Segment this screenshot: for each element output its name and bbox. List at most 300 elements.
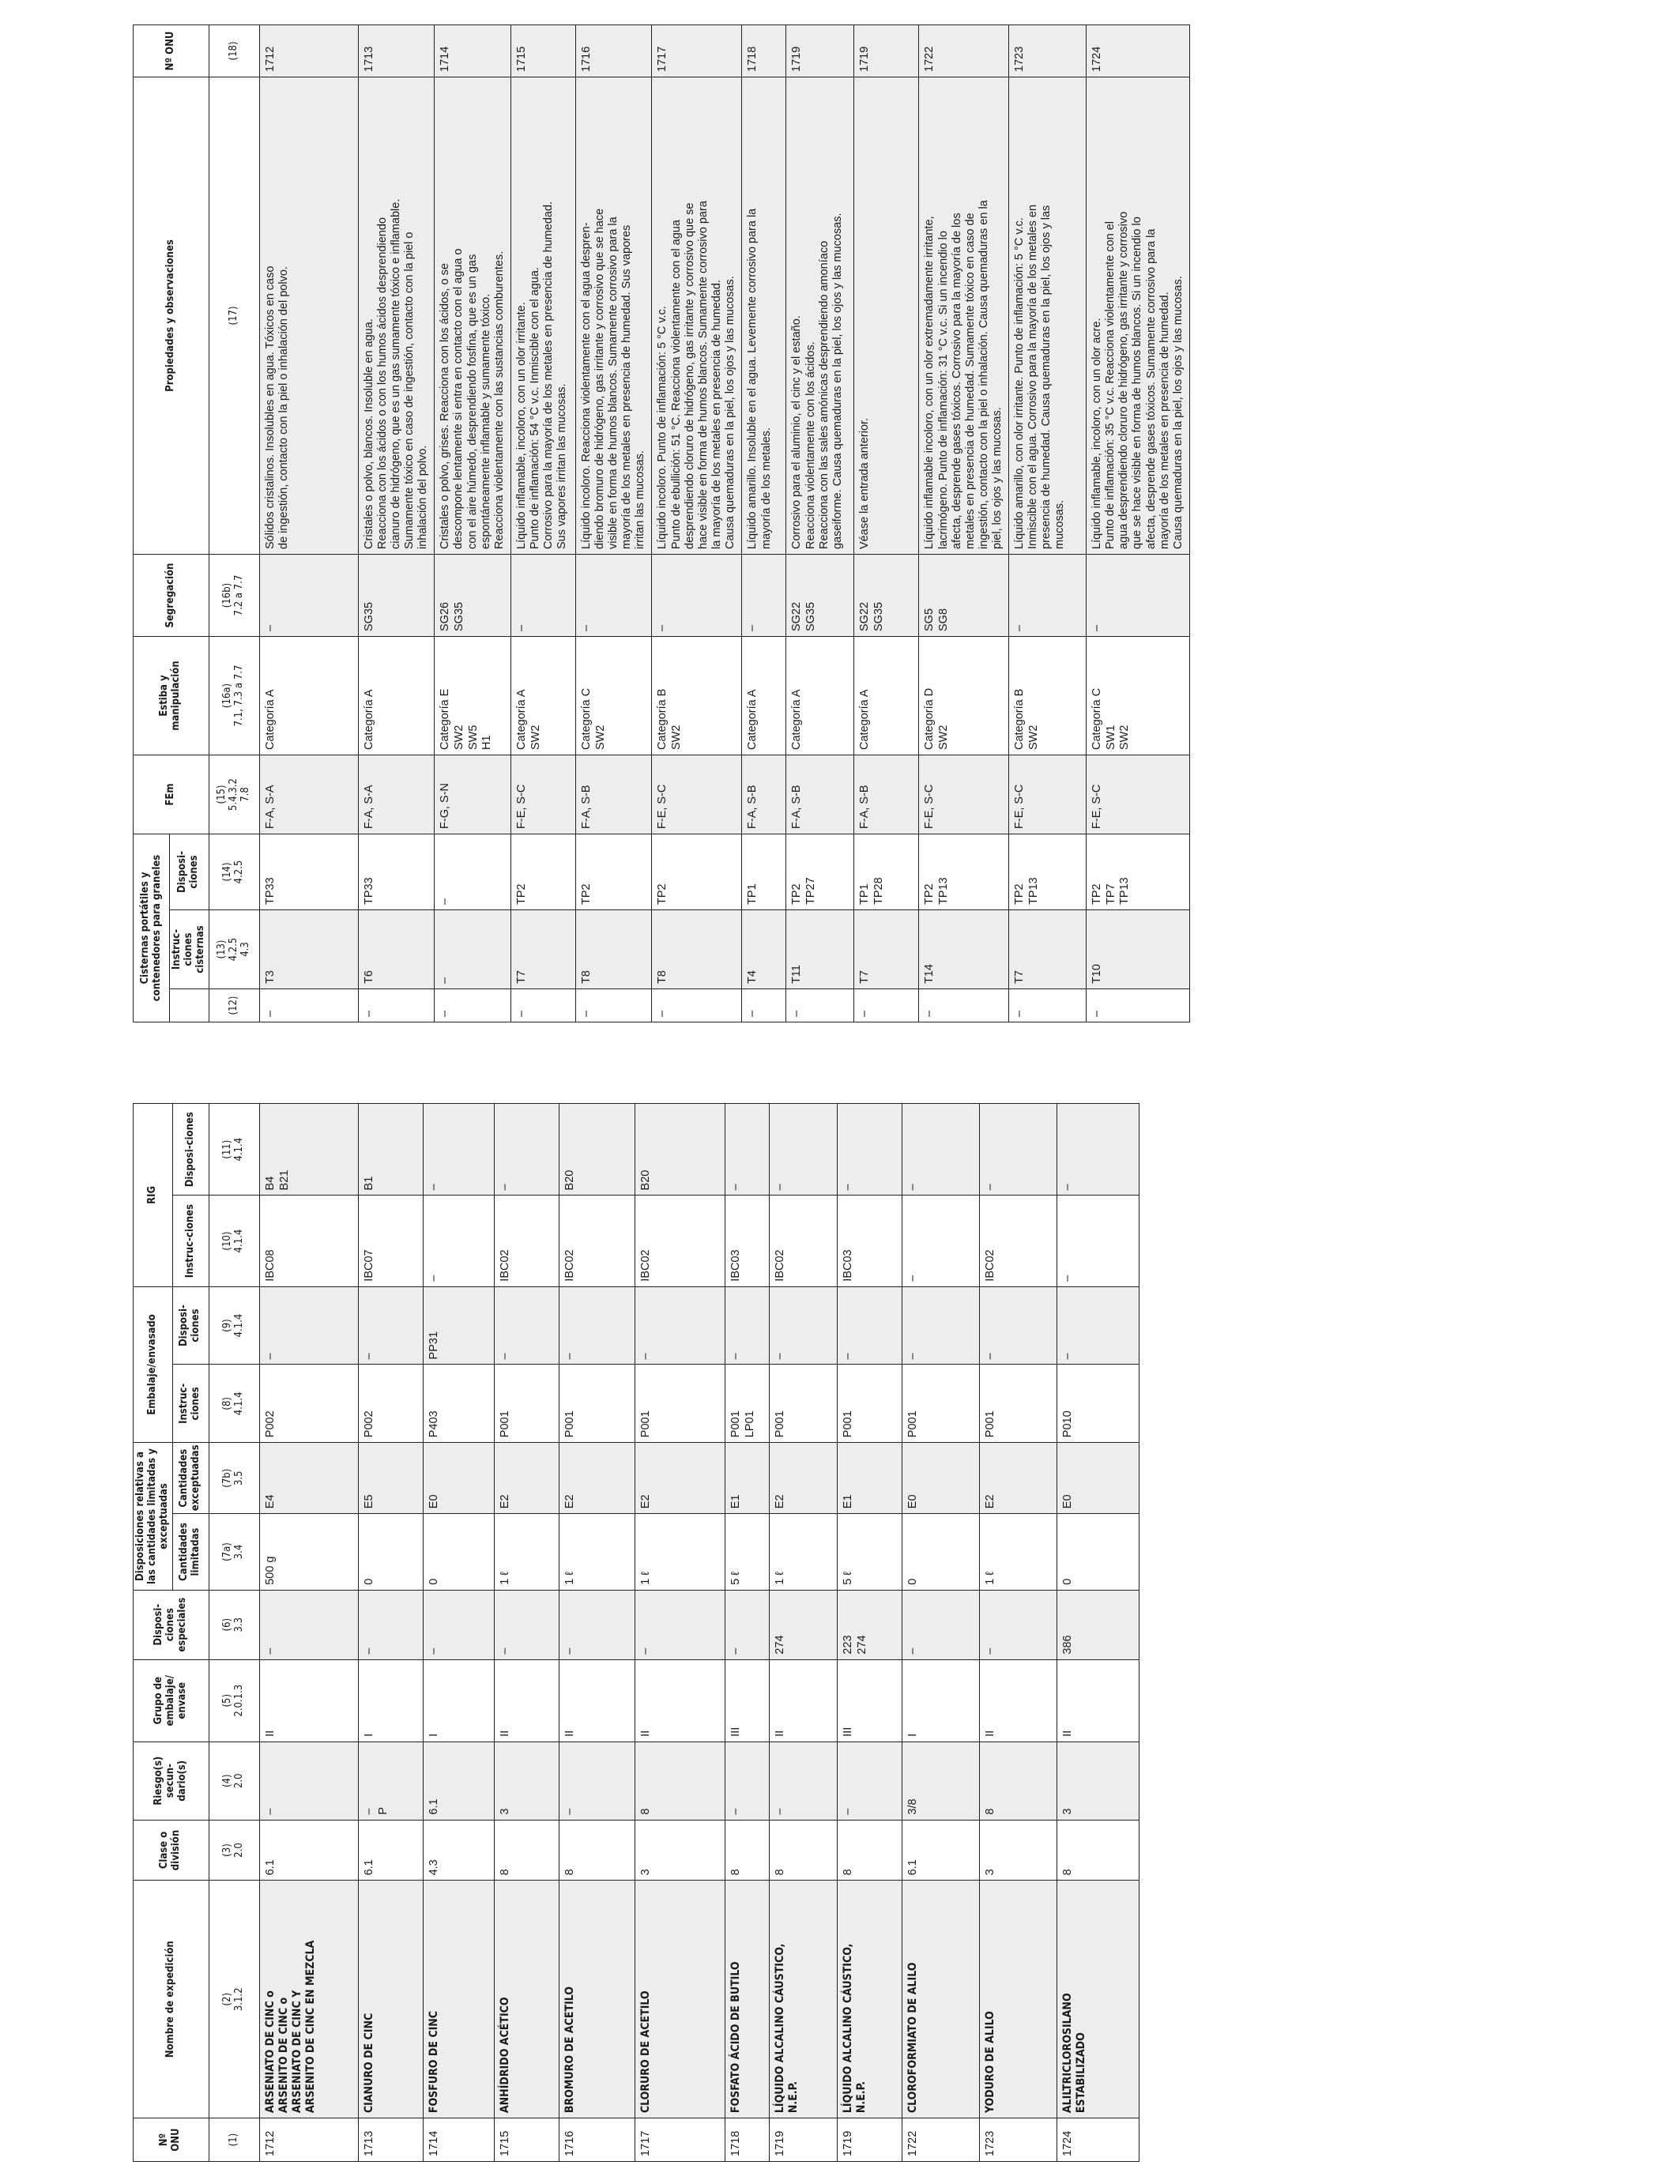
packing-instruction-cell: P002 bbox=[358, 1365, 423, 1443]
hdr-ibc-prov: Disposi-ciones bbox=[172, 1104, 209, 1196]
excepted-quantity-cell: E2 bbox=[635, 1443, 725, 1514]
un-number-cell-right: 1719 bbox=[854, 24, 919, 77]
ems-cell: F-E, S-C bbox=[510, 755, 575, 834]
tank-provision-cell: TP33 bbox=[358, 834, 435, 909]
hdr-ibc: RIG bbox=[134, 1104, 173, 1287]
subsidiary-risk-cell: – P bbox=[358, 1742, 423, 1820]
tank-instruction-cell: T8 bbox=[575, 910, 652, 989]
table-row bbox=[742, 24, 786, 1022]
right-dangerous-goods-table bbox=[133, 24, 1190, 1022]
stowage-cell: Categoría A bbox=[786, 636, 854, 755]
packing-group-cell: I bbox=[423, 1659, 494, 1742]
un-number-cell-right: 1722 bbox=[919, 24, 1009, 77]
limited-quantity-cell: 1 ℓ bbox=[979, 1514, 1057, 1591]
ems-cell: F-G, S-N bbox=[435, 755, 511, 834]
limited-quantity-cell: 1 ℓ bbox=[635, 1514, 725, 1591]
packing-provision-cell: – bbox=[725, 1286, 769, 1365]
excepted-quantity-cell: E2 bbox=[559, 1443, 635, 1514]
tank-instruction-cell: T7 bbox=[854, 910, 919, 989]
table-row bbox=[575, 24, 652, 1022]
ems-cell: F-A, S-B bbox=[575, 755, 652, 834]
tank-provision-cell: TP2 TP13 bbox=[1009, 834, 1087, 909]
column-number-3: (4) 2.0 bbox=[209, 1742, 259, 1820]
subsidiary-risk-cell: 3 bbox=[1057, 1742, 1139, 1820]
un-number-cell-right: 1724 bbox=[1087, 24, 1190, 77]
column-12-cell: – bbox=[259, 989, 358, 1022]
ibc-instruction-cell: IBC02 bbox=[769, 1196, 837, 1286]
table-row bbox=[979, 1104, 1057, 2162]
properties-cell: Cristales o polvo, grises. Reacciona con los ácidos, o se descompone lentamente si entra en contacto con el agua o con el aire húmedo, desprendiendo fosfina, que es un gas espontáneamente inflamable y sumamente tóxico. Reacciona violentamente con las sustancias comburentes. bbox=[435, 77, 511, 554]
ibc-provision-cell: – bbox=[725, 1104, 769, 1196]
hdr-ibc-instr: Instruc-ciones bbox=[172, 1196, 209, 1286]
table-row bbox=[559, 1104, 635, 2162]
hdr-stowage: Estiba y manipulación bbox=[134, 636, 209, 755]
hdr-ems: FEm bbox=[134, 755, 209, 834]
ibc-instruction-cell: – bbox=[423, 1196, 494, 1286]
special-provisions-cell: – bbox=[494, 1590, 559, 1659]
column-number-7: (18) bbox=[209, 24, 259, 77]
subsidiary-risk-cell: – bbox=[725, 1742, 769, 1820]
hdr-class: Clase o división bbox=[134, 1820, 209, 1881]
proper-shipping-name: ARSENIATO DE CINC o ARSENITO DE CINC o ARSENIATO DE CINC Y ARSENITO DE CINC EN MEZCLA bbox=[259, 1881, 358, 2118]
column-number-9: (9) 4.1.4 bbox=[209, 1286, 259, 1365]
column-12-cell: – bbox=[435, 989, 511, 1022]
packing-instruction-cell: P001 bbox=[979, 1365, 1057, 1443]
excepted-quantity-cell: E0 bbox=[1057, 1443, 1139, 1514]
class-cell: 8 bbox=[1057, 1820, 1139, 1881]
ibc-provision-cell: – bbox=[423, 1104, 494, 1196]
hdr-name: Nombre de expedición bbox=[134, 1881, 209, 2118]
tank-instruction-cell: – bbox=[435, 910, 511, 989]
hdr-packaging: Embalaje/envasado bbox=[134, 1286, 173, 1443]
ibc-instruction-cell: IBC08 bbox=[259, 1196, 358, 1286]
excepted-quantity-cell: E0 bbox=[902, 1443, 979, 1514]
hdr-limited: Cantidades limitadas bbox=[172, 1514, 209, 1591]
ibc-instruction-cell: IBC02 bbox=[635, 1196, 725, 1286]
special-provisions-cell: 274 bbox=[769, 1590, 837, 1659]
column-12-cell: – bbox=[358, 989, 435, 1022]
segregation-cell: – bbox=[1087, 554, 1190, 636]
class-cell: 4.3 bbox=[423, 1820, 494, 1881]
proper-shipping-name: ALILTRICLOROSILANO ESTABILIZADO bbox=[1057, 1881, 1139, 2118]
special-provisions-cell: 386 bbox=[1057, 1590, 1139, 1659]
un-number-cell: 1722 bbox=[902, 2118, 979, 2162]
column-number-5: (6) 3.3 bbox=[209, 1590, 259, 1659]
tank-provision-cell: TP2 TP7 TP13 bbox=[1087, 834, 1190, 909]
column-number-8: (8) 4.1.4 bbox=[209, 1365, 259, 1443]
proper-shipping-name: BROMURO DE ACETILO bbox=[559, 1881, 635, 2118]
stowage-cell: Categoría B SW2 bbox=[1009, 636, 1087, 755]
column-12-cell: – bbox=[575, 989, 652, 1022]
excepted-quantity-cell: E2 bbox=[494, 1443, 559, 1514]
special-provisions-cell: – bbox=[423, 1590, 494, 1659]
properties-cell: Véase la entrada anterior. bbox=[854, 77, 919, 554]
stowage-cell: Categoría A bbox=[259, 636, 358, 755]
class-cell: 6.1 bbox=[902, 1820, 979, 1881]
tank-provision-cell: TP2 bbox=[575, 834, 652, 909]
column-number-0: (1) bbox=[209, 2118, 259, 2162]
subsidiary-risk-cell: – bbox=[837, 1742, 902, 1820]
packing-provision-cell: – bbox=[358, 1286, 423, 1365]
table-row bbox=[837, 1104, 902, 2162]
column-number-2: (3) 2.0 bbox=[209, 1820, 259, 1881]
column-number-7: (7b) 3.5 bbox=[209, 1443, 259, 1514]
packing-provision-cell: – bbox=[769, 1286, 837, 1365]
un-number-cell: 1713 bbox=[358, 2118, 423, 2162]
packing-instruction-cell: P010 bbox=[1057, 1365, 1139, 1443]
tank-instruction-cell: T8 bbox=[652, 910, 742, 989]
packing-instruction-cell: P001 bbox=[902, 1365, 979, 1443]
properties-cell: Corrosivo para el aluminio, el cinc y el estaño. Reacciona violentamente con los ácidos. Reacciona con las sales amónicas desprendiendo amoníaco gaseiforme. Causa quemaduras en la piel, los ojos y las mucosas. bbox=[786, 77, 854, 554]
hdr-excepted: Cantidades exceptuadas bbox=[172, 1443, 209, 1514]
excepted-quantity-cell: E4 bbox=[259, 1443, 358, 1514]
class-cell: 3 bbox=[979, 1820, 1057, 1881]
class-cell: 8 bbox=[725, 1820, 769, 1881]
un-number-cell-right: 1718 bbox=[742, 24, 786, 77]
table-row bbox=[1087, 24, 1190, 1022]
ibc-provision-cell: B20 bbox=[635, 1104, 725, 1196]
stowage-cell: Categoría A bbox=[358, 636, 435, 755]
table-row bbox=[902, 1104, 979, 2162]
ems-cell: F-E, S-C bbox=[652, 755, 742, 834]
segregation-cell: SG35 bbox=[358, 554, 435, 636]
segregation-cell: SG5 SG8 bbox=[919, 554, 1009, 636]
column-number-4: (5) 2.0.1.3 bbox=[209, 1659, 259, 1742]
ems-cell: F-A, S-B bbox=[786, 755, 854, 834]
stowage-cell: Categoría C SW2 bbox=[575, 636, 652, 755]
tank-instruction-cell: T14 bbox=[919, 910, 1009, 989]
left-table bbox=[133, 1103, 1139, 2162]
un-number-cell: 1719 bbox=[769, 2118, 837, 2162]
tank-provision-cell: TP1 bbox=[742, 834, 786, 909]
ibc-provision-cell: – bbox=[902, 1104, 979, 1196]
un-number-cell-right: 1717 bbox=[652, 24, 742, 77]
tank-provision-cell: TP2 bbox=[510, 834, 575, 909]
segregation-cell: – bbox=[510, 554, 575, 636]
packing-provision-cell: – bbox=[979, 1286, 1057, 1365]
proper-shipping-name: CIANURO DE CINC bbox=[358, 1881, 423, 2118]
column-number-0: (12) bbox=[209, 989, 259, 1022]
table-row bbox=[259, 1104, 358, 2162]
un-number-cell-right: 1719 bbox=[786, 24, 854, 77]
hdr-tank-prov: Disposi-ciones bbox=[170, 834, 209, 909]
table-row bbox=[919, 24, 1009, 1022]
table-row bbox=[652, 24, 742, 1022]
segregation-cell: SG22 SG35 bbox=[786, 554, 854, 636]
ibc-provision-cell: B20 bbox=[559, 1104, 635, 1196]
ibc-provision-cell: – bbox=[769, 1104, 837, 1196]
stowage-cell: Categoría C SW1 SW2 bbox=[1087, 636, 1190, 755]
packing-provision-cell: – bbox=[1057, 1286, 1139, 1365]
limited-quantity-cell: 0 bbox=[1057, 1514, 1139, 1591]
column-number-6: (17) bbox=[209, 77, 259, 554]
table-row bbox=[854, 24, 919, 1022]
table-row bbox=[1057, 1104, 1139, 2162]
excepted-quantity-cell: E2 bbox=[979, 1443, 1057, 1514]
properties-cell: Líquido inflamable, incoloro, con un olor acre. Punto de inflamación: 35 °C v.c. Reacciona violentamente con el agua desprendiendo cloruro de hidrógeno, gas irritante y corrosivo que se hace visible en forma de humos blancos. Si un incendio lo afecta, desprende gases tóxicos. Sumamente corrosivo para la mayoría de los metales en presencia de humedad. Causa quemaduras en la piel, los ojos y las mucosas. bbox=[1087, 77, 1190, 554]
ems-cell: F-A, S-B bbox=[854, 755, 919, 834]
packing-group-cell: I bbox=[902, 1659, 979, 1742]
special-provisions-cell: – bbox=[902, 1590, 979, 1659]
excepted-quantity-cell: E1 bbox=[837, 1443, 902, 1514]
special-provisions-cell: – bbox=[979, 1590, 1057, 1659]
column-12-cell: – bbox=[854, 989, 919, 1022]
subsidiary-risk-cell: 3/8 bbox=[902, 1742, 979, 1820]
properties-cell: Sólidos cristalinos. Insolubles en agua. Tóxicos en caso de ingestión, contacto con la piel o inhalación del polvo. bbox=[259, 77, 358, 554]
hdr-un-no: Nº ONU bbox=[134, 2118, 209, 2162]
ibc-instruction-cell: – bbox=[1057, 1196, 1139, 1286]
properties-cell: Líquido inflamable incoloro, con un olor extremadamente irritante, lacrimógeno. Punto de inflamación: 31 °C v.c. Si un incendio lo afecta, desprende gases tóxicos. Corrosivo para la mayoría de los metales en presencia de humedad. Sumamente tóxico en caso de ingestión, contacto con la piel o inhalación. Causa quemaduras en la piel, los ojos y las mucosas. bbox=[919, 77, 1009, 554]
ibc-provision-cell: B4 B21 bbox=[259, 1104, 358, 1196]
segregation-cell: SG22 SG35 bbox=[854, 554, 919, 636]
packing-provision-cell: – bbox=[494, 1286, 559, 1365]
tank-instruction-cell: T6 bbox=[358, 910, 435, 989]
packing-instruction-cell: P403 bbox=[423, 1365, 494, 1443]
table-row bbox=[635, 1104, 725, 2162]
stowage-cell: Categoría A bbox=[854, 636, 919, 755]
limited-quantity-cell: 0 bbox=[902, 1514, 979, 1591]
packing-group-cell: II bbox=[769, 1659, 837, 1742]
special-provisions-cell: – bbox=[635, 1590, 725, 1659]
table-row bbox=[358, 1104, 423, 2162]
packing-provision-cell: – bbox=[259, 1286, 358, 1365]
left-dangerous-goods-table bbox=[133, 1103, 1139, 2162]
hdr-subsidiary: Riesgo(s) secun-dario(s) bbox=[134, 1742, 209, 1820]
packing-group-cell: III bbox=[725, 1659, 769, 1742]
column-12-cell: – bbox=[742, 989, 786, 1022]
ibc-instruction-cell: IBC03 bbox=[837, 1196, 902, 1286]
proper-shipping-name: CLORURO DE ACETILO bbox=[635, 1881, 725, 2118]
table-row bbox=[358, 24, 435, 1022]
packing-group-cell: II bbox=[259, 1659, 358, 1742]
column-12-cell: – bbox=[510, 989, 575, 1022]
stowage-cell: Categoría B SW2 bbox=[652, 636, 742, 755]
class-cell: 8 bbox=[837, 1820, 902, 1881]
hdr-tank-instr: Instruc-ciones cisternas bbox=[170, 910, 209, 989]
packing-instruction-cell: P001 bbox=[559, 1365, 635, 1443]
limited-quantity-cell: 1 ℓ bbox=[769, 1514, 837, 1591]
ems-cell: F-A, S-A bbox=[358, 755, 435, 834]
table-row bbox=[423, 1104, 494, 2162]
segregation-cell: – bbox=[259, 554, 358, 636]
packing-provision-cell: PP31 bbox=[423, 1286, 494, 1365]
class-cell: 8 bbox=[769, 1820, 837, 1881]
table-row bbox=[725, 1104, 769, 2162]
column-12-cell: – bbox=[1009, 989, 1087, 1022]
packing-provision-cell: – bbox=[559, 1286, 635, 1365]
packing-instruction-cell: P002 bbox=[259, 1365, 358, 1443]
ibc-instruction-cell: IBC02 bbox=[559, 1196, 635, 1286]
ibc-instruction-cell: IBC07 bbox=[358, 1196, 423, 1286]
subsidiary-risk-cell: 3 bbox=[494, 1742, 559, 1820]
ems-cell: F-A, S-B bbox=[742, 755, 786, 834]
class-cell: 8 bbox=[559, 1820, 635, 1881]
ibc-provision-cell: – bbox=[494, 1104, 559, 1196]
ibc-instruction-cell: IBC02 bbox=[494, 1196, 559, 1286]
subsidiary-risk-cell: – bbox=[769, 1742, 837, 1820]
packing-provision-cell: – bbox=[635, 1286, 725, 1365]
class-cell: 6.1 bbox=[259, 1820, 358, 1881]
ibc-instruction-cell: – bbox=[902, 1196, 979, 1286]
un-number-cell-right: 1723 bbox=[1009, 24, 1087, 77]
un-number-cell-right: 1715 bbox=[510, 24, 575, 77]
packing-instruction-cell: P001 bbox=[635, 1365, 725, 1443]
column-number-1: (13) 4.2.5 4.3 bbox=[209, 910, 259, 989]
un-number-cell-right: 1714 bbox=[435, 24, 511, 77]
proper-shipping-name: FOSFATO ÁCIDO DE BUTILO bbox=[725, 1881, 769, 2118]
excepted-quantity-cell: E1 bbox=[725, 1443, 769, 1514]
table-row bbox=[435, 24, 511, 1022]
subsidiary-risk-cell: 6.1 bbox=[423, 1742, 494, 1820]
tank-provision-cell: TP33 bbox=[259, 834, 358, 909]
properties-cell: Líquido inflamable, incoloro, con un olor irritante. Punto de inflamación: 54 °C v.c. Inmiscible con el agua. Corrosivo para la mayoría de los metales en presencia de humedad. Sus vapores irritan las mucosas. bbox=[510, 77, 575, 554]
segregation-cell: – bbox=[1009, 554, 1087, 636]
column-number-3: (15) 5.4.3.2 7.8 bbox=[209, 755, 259, 834]
un-number-cell: 1724 bbox=[1057, 2118, 1139, 2162]
proper-shipping-name: YODURO DE ALILO bbox=[979, 1881, 1057, 2118]
stowage-cell: Categoría A bbox=[742, 636, 786, 755]
proper-shipping-name: LÍQUIDO ALCALINO CÁUSTICO, N.E.P. bbox=[769, 1881, 837, 2118]
packing-instruction-cell: P001 bbox=[769, 1365, 837, 1443]
column-number-6: (7a) 3.4 bbox=[209, 1514, 259, 1591]
limited-quantity-cell: 1 ℓ bbox=[559, 1514, 635, 1591]
subsidiary-risk-cell: 8 bbox=[979, 1742, 1057, 1820]
un-number-cell-right: 1713 bbox=[358, 24, 435, 77]
table-row bbox=[510, 24, 575, 1022]
tank-provision-cell: TP2 TP27 bbox=[786, 834, 854, 909]
proper-shipping-name: LÍQUIDO ALCALINO CÁUSTICO, N.E.P. bbox=[837, 1881, 902, 2118]
un-number-cell: 1716 bbox=[559, 2118, 635, 2162]
right-table bbox=[133, 24, 1190, 1022]
packing-group-cell: II bbox=[1057, 1659, 1139, 1742]
packing-instruction-cell: P001 bbox=[494, 1365, 559, 1443]
column-12-cell: – bbox=[786, 989, 854, 1022]
limited-quantity-cell: 500 g bbox=[259, 1514, 358, 1591]
hdr-un-no-right: Nº ONU bbox=[134, 24, 209, 77]
tank-provision-cell: TP1 TP28 bbox=[854, 834, 919, 909]
limited-quantity-cell: 5 ℓ bbox=[725, 1514, 769, 1591]
packing-instruction-cell: P001 LP01 bbox=[725, 1365, 769, 1443]
properties-cell: Cristales o polvo, blancos. Insoluble en agua. Reacciona con los ácidos o con los humos ácidos desprendiendo cianuro de hidrógeno, que es un gas sumamente tóxico e inflamable. Sumamente tóxico en caso de ingestión, contacto con la piel o inhalación del polvo. bbox=[358, 77, 435, 554]
class-cell: 3 bbox=[635, 1820, 725, 1881]
un-number-cell: 1717 bbox=[635, 2118, 725, 2162]
column-number-11: (11) 4.1.4 bbox=[209, 1104, 259, 1196]
un-number-cell: 1715 bbox=[494, 2118, 559, 2162]
packing-group-cell: II bbox=[635, 1659, 725, 1742]
tank-instruction-cell: T4 bbox=[742, 910, 786, 989]
subsidiary-risk-cell: 8 bbox=[635, 1742, 725, 1820]
tank-provision-cell: TP2 bbox=[652, 834, 742, 909]
tank-instruction-cell: T3 bbox=[259, 910, 358, 989]
ibc-provision-cell: – bbox=[837, 1104, 902, 1196]
column-12-cell: – bbox=[919, 989, 1009, 1022]
packing-group-cell: III bbox=[837, 1659, 902, 1742]
hdr-limited-group: Disposiciones relativas a las cantidades limitadas y exceptuadas bbox=[134, 1443, 173, 1591]
packing-provision-cell: – bbox=[902, 1286, 979, 1365]
hdr-c12-blank bbox=[170, 989, 209, 1022]
hdr-pk-instr: Instruc-ciones bbox=[172, 1365, 209, 1443]
segregation-cell: – bbox=[652, 554, 742, 636]
tank-instruction-cell: T7 bbox=[1009, 910, 1087, 989]
table-row bbox=[259, 24, 358, 1022]
segregation-cell: – bbox=[742, 554, 786, 636]
ems-cell: F-E, S-C bbox=[1009, 755, 1087, 834]
stowage-cell: Categoría D SW2 bbox=[919, 636, 1009, 755]
table-row bbox=[494, 1104, 559, 2162]
ems-cell: F-E, S-C bbox=[919, 755, 1009, 834]
excepted-quantity-cell: E5 bbox=[358, 1443, 423, 1514]
packing-group-cell: II bbox=[979, 1659, 1057, 1742]
packing-group-cell: I bbox=[358, 1659, 423, 1742]
special-provisions-cell: 223 274 bbox=[837, 1590, 902, 1659]
subsidiary-risk-cell: – bbox=[259, 1742, 358, 1820]
ems-cell: F-E, S-C bbox=[1087, 755, 1190, 834]
column-number-5: (16b) 7.2 a 7.7 bbox=[209, 554, 259, 636]
hdr-segregation: Segregación bbox=[134, 554, 209, 636]
ems-cell: F-A, S-A bbox=[259, 755, 358, 834]
packing-group-cell: II bbox=[559, 1659, 635, 1742]
special-provisions-cell: – bbox=[259, 1590, 358, 1659]
hdr-tanks: Cisternas portátiles y contenedores para graneles bbox=[134, 834, 170, 1022]
tank-provision-cell: – bbox=[435, 834, 511, 909]
proper-shipping-name: FOSFURO DE CINC bbox=[423, 1881, 494, 2118]
limited-quantity-cell: 0 bbox=[423, 1514, 494, 1591]
class-cell: 8 bbox=[494, 1820, 559, 1881]
un-number-cell: 1714 bbox=[423, 2118, 494, 2162]
column-number-1: (2) 3.1.2 bbox=[209, 1881, 259, 2118]
properties-cell: Líquido incoloro. Reacciona violentamente con el agua despren- diendo bromuro de hidrógeno, gas irritante y corrosivo que se hace visible en forma de humos blancos. Sumamente corrosivo para la mayoría de los metales en presencia de humedad. Sus vapores irritan las mucosas. bbox=[575, 77, 652, 554]
special-provisions-cell: – bbox=[358, 1590, 423, 1659]
tank-instruction-cell: T10 bbox=[1087, 910, 1190, 989]
segregation-cell: – bbox=[575, 554, 652, 636]
ibc-instruction-cell: IBC03 bbox=[725, 1196, 769, 1286]
excepted-quantity-cell: E2 bbox=[769, 1443, 837, 1514]
properties-cell: Líquido incoloro. Punto de inflamación: 5 °C v.c. Punto de ebullición: 51 °C. Reacciona violentamente con el agua desprendiendo cloruro de hidrógeno, gas irritante y corrosivo que se hace visible en forma de humos blancos. Sumamente corrosivo para la mayoría de los metales en presencia de humedad. Causa quemaduras en la piel, los ojos y las mucosas. bbox=[652, 77, 742, 554]
table-row bbox=[786, 24, 854, 1022]
un-number-cell: 1719 bbox=[837, 2118, 902, 2162]
un-number-cell: 1712 bbox=[259, 2118, 358, 2162]
class-cell: 6.1 bbox=[358, 1820, 423, 1881]
un-number-cell: 1718 bbox=[725, 2118, 769, 2162]
limited-quantity-cell: 5 ℓ bbox=[837, 1514, 902, 1591]
stowage-cell: Categoría E SW2 SW5 H1 bbox=[435, 636, 511, 755]
column-12-cell: – bbox=[1087, 989, 1190, 1022]
column-number-2: (14) 4.2.5 bbox=[209, 834, 259, 909]
un-number-cell-right: 1712 bbox=[259, 24, 358, 77]
limited-quantity-cell: 0 bbox=[358, 1514, 423, 1591]
packing-instruction-cell: P001 bbox=[837, 1365, 902, 1443]
ibc-provision-cell: B1 bbox=[358, 1104, 423, 1196]
limited-quantity-cell: 1 ℓ bbox=[494, 1514, 559, 1591]
special-provisions-cell: – bbox=[559, 1590, 635, 1659]
hdr-pk-prov: Disposi-ciones bbox=[172, 1286, 209, 1365]
subsidiary-risk-cell: – bbox=[559, 1742, 635, 1820]
table-row bbox=[1009, 24, 1087, 1022]
hdr-special: Disposi-ciones especiales bbox=[134, 1590, 209, 1659]
column-number-10: (10) 4.1.4 bbox=[209, 1196, 259, 1286]
tank-provision-cell: TP2 TP13 bbox=[919, 834, 1009, 909]
packing-group-cell: II bbox=[494, 1659, 559, 1742]
column-number-4: (16a) 7.1, 7.3 a 7.7 bbox=[209, 636, 259, 755]
proper-shipping-name: ANHÍDRIDO ACÉTICO bbox=[494, 1881, 559, 2118]
column-12-cell: – bbox=[652, 989, 742, 1022]
excepted-quantity-cell: E0 bbox=[423, 1443, 494, 1514]
segregation-cell: SG26 SG35 bbox=[435, 554, 511, 636]
tank-instruction-cell: T11 bbox=[786, 910, 854, 989]
hdr-properties: Propiedades y observaciones bbox=[134, 77, 209, 554]
special-provisions-cell: – bbox=[725, 1590, 769, 1659]
ibc-instruction-cell: IBC02 bbox=[979, 1196, 1057, 1286]
